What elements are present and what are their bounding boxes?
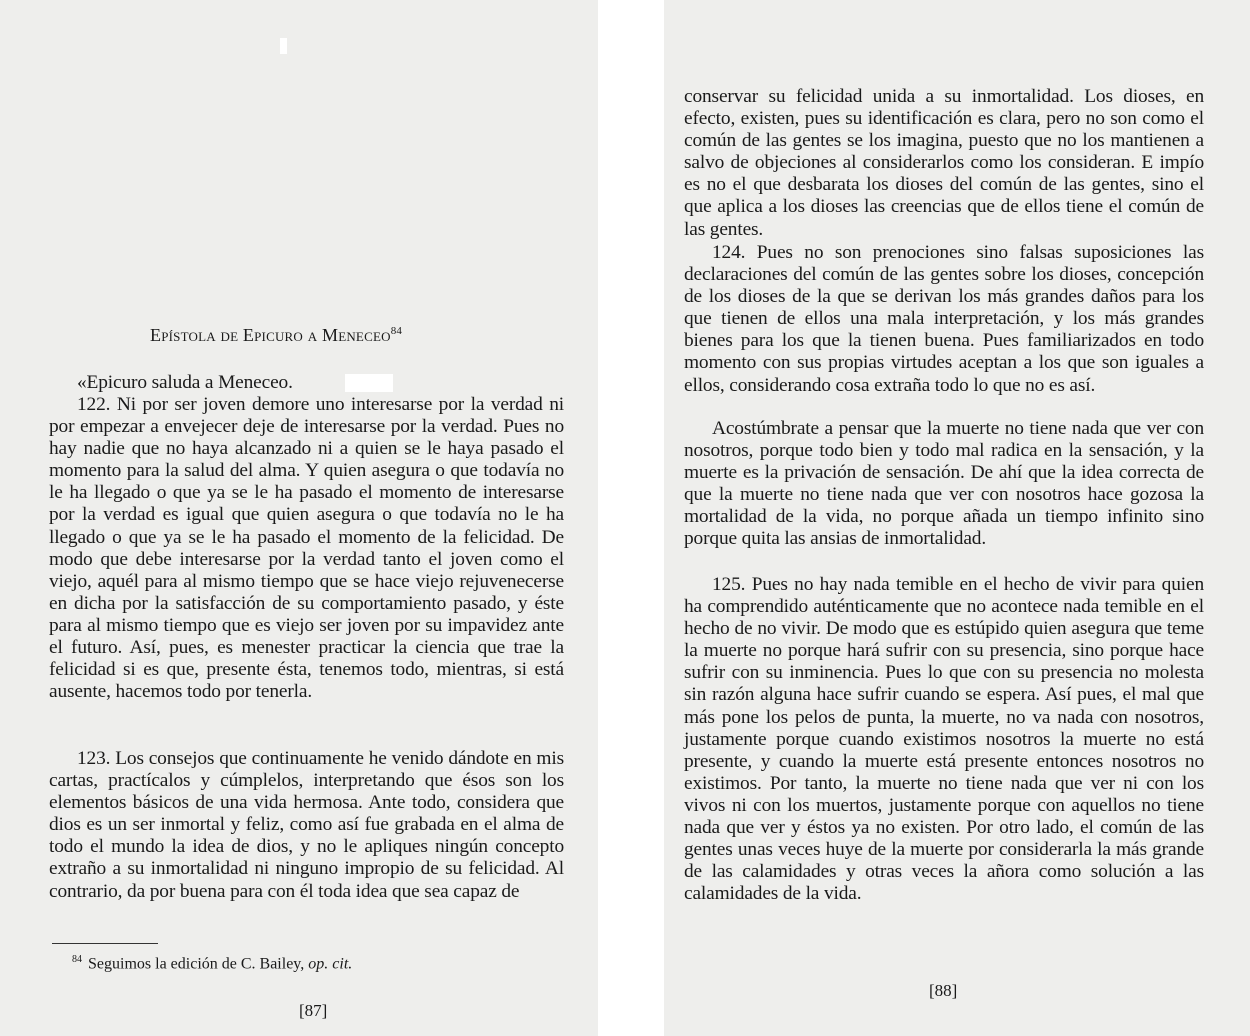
page-gutter xyxy=(598,0,664,1036)
paragraph-continuation: conservar su felicidad unida a su inmortalidad. Los dioses, en efecto, existen, pues su identificación es clara, pero no son como el común de las gentes se los imagina, puesto que no los mantienen a salvo de objeciones al considerarlos como los consideran. E impío es no el que desbarata los dioses del común de las gentes, sino el que aplica a los dioses las creencias que de ellos tiene el común de las gentes. xyxy=(684,86,1204,240)
paragraph-123: 123. Los consejos que continuamente he venido dándote en mis cartas, practícalos y cúmplelos, interpretando que ésos son los elementos básicos de una vida hermosa. Ante todo, considera que dios es un ser inmortal y feliz, como así fue grabada en el alma de todo el mundo la idea de dios, y no le apliques ningún concepto extraño a su inmortalidad ni ninguno impropio de su felicidad. Al contrario, da por buena para con él toda idea que sea capaz de xyxy=(49,748,564,902)
footnote: $^{84}$ Seguimos la edición de C. Bailey, op. cit. xyxy=(72,954,353,973)
paragraph-125: 125. Pues no hay nada temible en el hecho de vivir para quien ha comprendido auténticamente que no acontece nada temible en el hecho de no vivir. De modo que es estúpido quien asegura que teme la muerte no porque hará sufrir con su presencia, sino porque hace sufrir con su inminencia. Pues lo que con su presencia no molesta sin razón alguna hace sufrir cuando se espera. Así pues, el mal que más pone los pelos de punta, la muerte, no va nada con nosotros, justamente porque cuando existimos nosotros la muerte no está presente, y cuando la muerte está presente entonces nosotros no existimos. Por tanto, la muerte no tiene nada que ver ni con los vivos ni con los muertos, justamente porque con aquellos no tiene nada que ver y éstos ya no existen. Por otro lado, el común de las gentes unas veces huye de la muerte por considerarla la más grande de las calamidades y otras veces la añora como solución a las calamidades de la vida. xyxy=(684,574,1204,905)
page-number-left: [87] xyxy=(299,1001,328,1020)
paragraph-124: 124. Pues no son prenociones sino falsas suposiciones las declaraciones del común de las gentes sobre los dioses, concepción de los dioses de la que se derivan los más grandes daños para los que tienen de ellos una mala interpretación, y los más grandes bienes para los que la tienen buena. Pues familiarizados en todo momento con sus propias virtudes aceptan a los que son iguales a ellos, considerando cosa extraña todo lo que no es así. xyxy=(684,242,1204,396)
page-number-right: [88] xyxy=(929,981,958,1000)
paragraph-acostumbrate: Acostúmbrate a pensar que la muerte no tiene nada que ver con nosotros, porque todo bien y todo mal radica en la sensación, y la muerte es la privación de sensación. De ahí que la idea correcta de que la muerte no tiene nada que ver con nosotros hace gozosa la mortalidad de la vida, no porque añada un tiempo infinito sino porque quita las ansias de inmortalidad. xyxy=(684,418,1204,550)
scan-artifact xyxy=(280,38,287,54)
paragraph-122: 122. Ni por ser joven demore uno interesarse por la verdad ni por empezar a envejecer deje de interesarse por la verdad. Pues no hay nadie que no haya alcanzado ni a quien se le haya pasado el momento para la salud del alma. Y quien asegura o que todavía no le ha llegado o que ya se le ha pasado el momento de interesarse por la verdad es igual que quien asegura o que todavía no le ha llegado o que ya se le ha pasado el momento de la felicidad. De modo que debe interesarse por la verdad tanto el joven como el viejo, aquél para al mismo tiempo que se hace viejo rejuvenecerse en dicha por la satisfacción de su comportamiento pasado, y éste para al mismo tiempo que es viejo ser joven por su impavidez ante el futuro. Así, pues, es menester practicar la ciencia que trae la felicidad si es que, presente ésta, tenemos todo, mientras, si está ausente, hacemos todo por tenerla. xyxy=(49,394,564,703)
letter-heading: Epístola de Epicuro a Meneceo$^{84}$ xyxy=(150,325,403,345)
greeting-line: «Epicuro saluda a Meneceo. xyxy=(77,372,293,393)
footnote-rule xyxy=(52,943,158,944)
